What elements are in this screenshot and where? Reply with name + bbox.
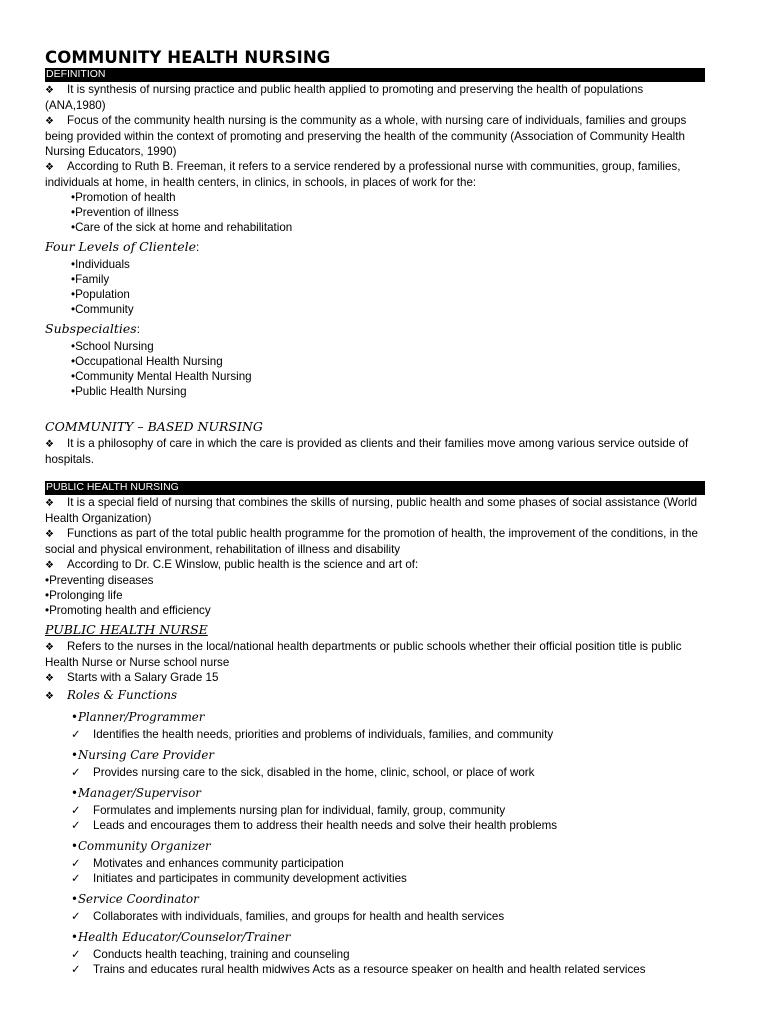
definition-bullet: [45, 159, 705, 190]
bullet-text: According to Dr. C.E Winslow, public health is the science and art of:: [67, 558, 419, 571]
freeman-list: [45, 190, 705, 235]
role-task: [71, 803, 705, 818]
list-item: • Population: [71, 287, 705, 302]
role-task-text: Leads and encourages them to address their health needs and solve their health problems: [93, 819, 558, 832]
check-icon: ✓: [71, 819, 81, 832]
page-title: COMMUNITY HEALTH NURSING: [45, 48, 331, 67]
list-item: • Community Mental Health Nursing: [71, 369, 705, 384]
bullet-text: It is a special field of nursing that combines the skills of nursing, public health and some phases of social assistance (World Health Organization): [45, 496, 698, 525]
definition-bullet: [45, 82, 705, 113]
check-icon: ✓: [71, 872, 81, 885]
cbn-heading: COMMUNITY – BASED NURSING: [45, 419, 263, 434]
diamond-bullet-icon: ❖: [45, 498, 54, 509]
subspecialties-heading: [45, 320, 705, 338]
bullet-text: Refers to the nurses in the local/national health departments or public schools whether their official position title is public Health Nurse or Nurse school nurse: [45, 640, 682, 669]
section-header-phn: PUBLIC HEALTH NURSING: [45, 481, 705, 495]
list-item: • Prolonging life: [45, 588, 705, 603]
list-item: • Preventing diseases: [45, 573, 705, 588]
diamond-bullet-icon: ❖: [45, 691, 54, 702]
role-name: • Health Educator/Counselor/Trainer: [71, 929, 705, 945]
phn-bullet: [45, 495, 705, 526]
bullet-text: According to Ruth B. Freeman, it refers to a service rendered by a professional nurse with communities, group, families, individuals at home, in health centers, in clinics, in schools, in places of work for the:: [45, 160, 681, 189]
bullet-text: It is synthesis of nursing practice and public health applied to promoting and preserving the health of populations (ANA,1980): [45, 83, 644, 112]
role-task-text: Collaborates with individuals, families, and groups for health and health services: [93, 910, 505, 923]
bullet-text: It is a philosophy of care in which the care is provided as clients and their families move among various service outside of hospitals.: [45, 437, 689, 466]
phn-nurse-heading: PUBLIC HEALTH NURSE: [45, 622, 208, 637]
role-name: • Nursing Care Provider: [71, 747, 705, 763]
role-task: [71, 856, 705, 871]
clientele-heading-colon: :: [196, 241, 200, 254]
diamond-bullet-icon: ❖: [45, 642, 54, 653]
check-icon: ✓: [71, 804, 81, 817]
document-page: [45, 48, 705, 977]
definition-bullet: [45, 113, 705, 159]
role-task-text: Motivates and enhances community participation: [93, 857, 344, 870]
nurse-bullet: [45, 670, 705, 686]
diamond-bullet-icon: ❖: [45, 560, 54, 571]
role-task: [71, 871, 705, 886]
bullet-text: Functions as part of the total public health programme for the promotion of health, the improvement of the conditions, in the social and physical environment, rehabilitation of illness and disability: [45, 527, 698, 556]
bullet-text: Starts with a Salary Grade 15: [67, 671, 219, 684]
list-item: • Promotion of health: [71, 190, 705, 205]
role-task-text: Conducts health teaching, training and counseling: [93, 948, 350, 961]
check-icon: ✓: [71, 857, 81, 870]
role-name: • Manager/Supervisor: [71, 785, 705, 801]
roles-heading: Roles & Functions: [67, 688, 178, 702]
subspecialties-heading-colon: :: [136, 323, 140, 336]
check-icon: ✓: [71, 948, 81, 961]
role-task: [71, 727, 705, 742]
list-item: • Family: [71, 272, 705, 287]
list-item: • Prevention of illness: [71, 205, 705, 220]
section-header-definition: DEFINITION: [45, 68, 705, 82]
list-item: • Community: [71, 302, 705, 317]
subspecialties-list: [45, 339, 705, 399]
role-task: [71, 909, 705, 924]
role-task-text: Identifies the health needs, priorities and problems of individuals, families, and community: [93, 728, 554, 741]
role-task-text: Initiates and participates in community development activities: [93, 872, 407, 885]
phn-bullet: [45, 557, 705, 573]
list-item: • Occupational Health Nursing: [71, 354, 705, 369]
clientele-list: [45, 257, 705, 317]
list-item: • Promoting health and efficiency: [45, 603, 705, 618]
diamond-bullet-icon: ❖: [45, 439, 54, 450]
winslow-list: [45, 573, 705, 618]
diamond-bullet-icon: ❖: [45, 85, 54, 96]
role-name: • Service Coordinator: [71, 891, 705, 907]
bullet-text: Focus of the community health nursing is the community as a whole, with nursing care of individuals, families and groups being provided within the context of promoting and preserving the health of the community (Association of Community Health Nursing Educators, 1990): [45, 114, 687, 158]
roles-heading-line: [45, 688, 705, 704]
diamond-bullet-icon: ❖: [45, 673, 54, 684]
clientele-heading: [45, 238, 705, 256]
role-task: [71, 947, 705, 962]
check-icon: ✓: [71, 728, 81, 741]
role-task: [71, 962, 705, 977]
list-item: • Public Health Nursing: [71, 384, 705, 399]
role-task-text: Provides nursing care to the sick, disabled in the home, clinic, school, or place of work: [93, 766, 535, 779]
nurse-bullet: [45, 639, 705, 670]
phn-bullet: [45, 526, 705, 557]
role-name: • Planner/Programmer: [71, 709, 705, 725]
check-icon: ✓: [71, 910, 81, 923]
clientele-heading-text: Four Levels of Clientele: [45, 239, 197, 254]
diamond-bullet-icon: ❖: [45, 529, 54, 540]
list-item: • Care of the sick at home and rehabilitation: [71, 220, 705, 235]
diamond-bullet-icon: ❖: [45, 116, 54, 127]
role-task-text: Trains and educates rural health midwives Acts as a resource speaker on health and health related services: [93, 963, 646, 976]
role-task: [71, 765, 705, 780]
cbn-bullet: [45, 436, 705, 467]
check-icon: ✓: [71, 766, 81, 779]
role-name: • Community Organizer: [71, 838, 705, 854]
list-item: • School Nursing: [71, 339, 705, 354]
list-item: • Individuals: [71, 257, 705, 272]
role-task: [71, 818, 705, 833]
subspecialties-heading-text: Subspecialties: [45, 321, 137, 336]
role-task-text: Formulates and implements nursing plan for individual, family, group, community: [93, 804, 506, 817]
check-icon: ✓: [71, 963, 81, 976]
diamond-bullet-icon: ❖: [45, 162, 54, 173]
